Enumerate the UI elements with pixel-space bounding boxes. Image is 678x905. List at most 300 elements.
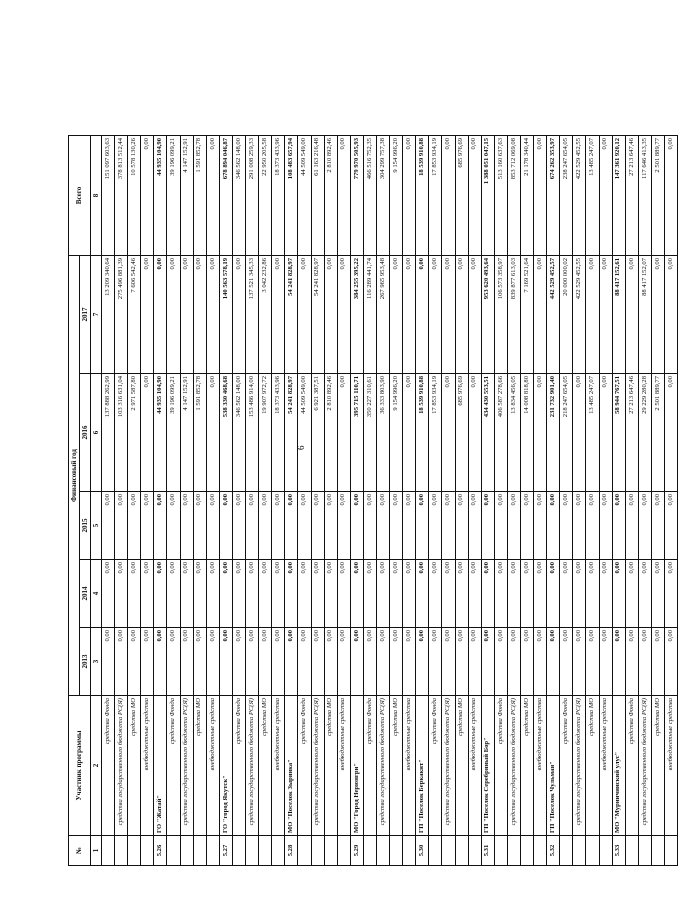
value-cell: 0,00 xyxy=(586,628,599,696)
fin-year-header: Финансовый год xyxy=(69,255,80,695)
value-cell: 0,00 xyxy=(651,255,664,373)
value-cell: 0,00 xyxy=(599,628,612,696)
row-number xyxy=(599,836,612,866)
row-label: средства МО xyxy=(259,696,272,836)
municipality-row xyxy=(547,135,560,865)
value-cell: 0,00 xyxy=(363,628,376,696)
row-number xyxy=(324,836,337,866)
table-row xyxy=(521,135,534,865)
row-number xyxy=(259,836,272,866)
value-cell: 0,00 xyxy=(324,628,337,696)
value-cell: 0,00 xyxy=(390,255,403,373)
value-cell: 0,00 xyxy=(206,628,219,696)
row-number xyxy=(494,836,507,866)
value-cell: 27 213 647,46 xyxy=(625,374,638,492)
row-number xyxy=(468,836,481,866)
value-cell: 0,00 xyxy=(599,492,612,560)
value-cell: 0,00 xyxy=(468,560,481,628)
value-cell: 0,00 xyxy=(337,255,350,373)
year-header: 2015 xyxy=(80,492,91,560)
row-number xyxy=(534,836,547,866)
funding-table xyxy=(68,135,678,866)
table-row xyxy=(272,135,285,865)
value-cell: 0,00 xyxy=(442,560,455,628)
value-cell: 0,00 xyxy=(180,628,193,696)
value-cell: 17 853 934,19 xyxy=(429,374,442,492)
total-cell: 291 008 259,33 xyxy=(246,135,259,255)
value-cell: 13 834 456,05 xyxy=(507,374,520,492)
value-cell: 0,00 xyxy=(141,255,154,373)
value-cell: 0,00 xyxy=(298,628,311,696)
row-number xyxy=(363,836,376,866)
total-cell: 4 147 152,91 xyxy=(180,135,193,255)
value-cell: 0,00 xyxy=(232,560,245,628)
value-cell: 0,00 xyxy=(154,560,167,628)
value-cell: 0,00 xyxy=(285,628,298,696)
total-cell: 44 935 104,90 xyxy=(154,135,167,255)
row-label: внебюджетные средства xyxy=(665,696,678,836)
table-row xyxy=(259,135,272,865)
row-number xyxy=(102,836,115,866)
value-cell: 0,00 xyxy=(494,492,507,560)
value-cell: 0,00 xyxy=(206,374,219,492)
value-cell: 0,00 xyxy=(272,628,285,696)
col-total-header: Всего xyxy=(69,135,91,255)
table-row xyxy=(390,135,403,865)
value-cell: 54 241 828,97 xyxy=(311,255,324,373)
value-cell: 442 529 452,57 xyxy=(547,255,560,373)
total-cell: 0,00 xyxy=(141,135,154,255)
table-row xyxy=(128,135,141,865)
value-cell: 0,00 xyxy=(534,628,547,696)
total-cell: 0,00 xyxy=(206,135,219,255)
value-cell: 0,00 xyxy=(665,255,678,373)
value-cell: 0,00 xyxy=(416,560,429,628)
value-cell: 0,00 xyxy=(376,628,389,696)
value-cell: 0,00 xyxy=(416,492,429,560)
value-cell: 18 373 433,96 xyxy=(272,374,285,492)
total-cell: 678 894 046,87 xyxy=(219,135,232,255)
value-cell: 0,00 xyxy=(638,492,651,560)
table-row xyxy=(311,135,324,865)
value-cell: 0,00 xyxy=(625,255,638,373)
row-label: средства государственного бюджета РС(Я) xyxy=(507,696,520,836)
value-cell: 0,00 xyxy=(573,374,586,492)
value-cell: 7 606 542,46 xyxy=(128,255,141,373)
total-cell: 18 539 910,88 xyxy=(416,135,429,255)
value-cell: 0,00 xyxy=(481,560,494,628)
col-index: 8 xyxy=(91,135,102,255)
value-cell: 0,00 xyxy=(219,492,232,560)
value-cell: 0,00 xyxy=(468,492,481,560)
value-cell: 0,00 xyxy=(665,374,678,492)
total-cell: 39 196 099,21 xyxy=(167,135,180,255)
row-number: 5.28 xyxy=(285,836,298,866)
value-cell: 0,00 xyxy=(468,628,481,696)
value-cell: 54 241 828,97 xyxy=(285,255,298,373)
row-number xyxy=(193,836,206,866)
row-label: МО "Город Нерюнгри" xyxy=(350,696,363,836)
municipality-row xyxy=(612,135,625,865)
col-index: 6 xyxy=(91,374,102,492)
value-cell: 538 330 468,68 xyxy=(219,374,232,492)
value-cell: 0,00 xyxy=(246,628,259,696)
row-label: средства государственного бюджета РС(Я) xyxy=(573,696,586,836)
row-label: внебюджетные средства xyxy=(403,696,416,836)
value-cell: 0,00 xyxy=(455,628,468,696)
row-number xyxy=(298,836,311,866)
table-row xyxy=(665,135,678,865)
value-cell: 0,00 xyxy=(337,628,350,696)
row-number xyxy=(560,836,573,866)
total-cell: 117 646 413,35 xyxy=(638,135,651,255)
value-cell: 0,00 xyxy=(625,560,638,628)
value-cell: 0,00 xyxy=(403,374,416,492)
table-row xyxy=(298,135,311,865)
value-cell: 0,00 xyxy=(337,374,350,492)
value-cell: 0,00 xyxy=(324,255,337,373)
row-label: средства государственного бюджета РС(Я) xyxy=(246,696,259,836)
value-cell: 0,00 xyxy=(429,492,442,560)
value-cell: 0,00 xyxy=(651,560,664,628)
total-cell: 0,00 xyxy=(442,135,455,255)
value-cell: 0,00 xyxy=(547,560,560,628)
row-number xyxy=(337,836,350,866)
row-label: ГП "Поселок Чульман" xyxy=(547,696,560,836)
row-number xyxy=(521,836,534,866)
total-cell: 27 213 647,46 xyxy=(625,135,638,255)
total-cell: 151 097 603,63 xyxy=(102,135,115,255)
row-number: 5.26 xyxy=(154,836,167,866)
row-number: 5.32 xyxy=(547,836,560,866)
value-cell: 0,00 xyxy=(141,560,154,628)
row-label: средства Фонда xyxy=(625,696,638,836)
value-cell: 0,00 xyxy=(272,560,285,628)
value-cell: 0,00 xyxy=(455,492,468,560)
total-cell: 44 509 549,00 xyxy=(298,135,311,255)
row-label: средства МО xyxy=(651,696,664,836)
total-cell: 674 262 353,97 xyxy=(547,135,560,255)
value-cell: 0,00 xyxy=(429,560,442,628)
row-number xyxy=(128,836,141,866)
value-cell: 384 255 395,22 xyxy=(350,255,363,373)
value-cell: 0,00 xyxy=(665,492,678,560)
row-label: средства государственного бюджета РС(Я) xyxy=(442,696,455,836)
row-number xyxy=(246,836,259,866)
total-cell: 685 976,69 xyxy=(455,135,468,255)
value-cell: 0,00 xyxy=(586,560,599,628)
value-cell: 1 591 852,78 xyxy=(193,374,206,492)
value-cell: 0,00 xyxy=(507,560,520,628)
row-label: средства МО xyxy=(390,696,403,836)
value-cell: 0,00 xyxy=(193,628,206,696)
value-cell: 0,00 xyxy=(102,560,115,628)
value-cell: 0,00 xyxy=(102,628,115,696)
value-cell: 140 563 578,19 xyxy=(219,255,232,373)
row-label: МО "Поселок Зырянка" xyxy=(285,696,298,836)
value-cell: 0,00 xyxy=(363,560,376,628)
total-cell: 22 950 205,58 xyxy=(259,135,272,255)
value-cell: 0,00 xyxy=(154,492,167,560)
total-cell: 9 154 996,20 xyxy=(390,135,403,255)
row-label: средства МО xyxy=(455,696,468,836)
row-number xyxy=(586,836,599,866)
row-label: МО "Мурничинский улус" xyxy=(612,696,625,836)
value-cell: 0,00 xyxy=(350,628,363,696)
value-cell: 2 810 892,46 xyxy=(324,374,337,492)
table-body xyxy=(102,135,678,865)
row-label: средства Фонда xyxy=(363,696,376,836)
value-cell: 0,00 xyxy=(154,255,167,373)
total-cell: 513 160 637,63 xyxy=(494,135,507,255)
total-cell: 0,00 xyxy=(665,135,678,255)
value-cell: 0,00 xyxy=(311,492,324,560)
table-row xyxy=(141,135,154,865)
value-cell: 267 965 953,48 xyxy=(376,255,389,373)
municipality-row xyxy=(285,135,298,865)
value-cell: 36 333 803,90 xyxy=(376,374,389,492)
table-row xyxy=(625,135,638,865)
row-label: внебюджетные средства xyxy=(272,696,285,836)
value-cell: 29 229 280,28 xyxy=(638,374,651,492)
value-cell: 0,00 xyxy=(128,492,141,560)
value-cell: 422 529 452,55 xyxy=(573,255,586,373)
row-label: ГО "Жатай" xyxy=(154,696,167,836)
row-label: средства государственного бюджета РС(Я) xyxy=(180,696,193,836)
value-cell: 0,00 xyxy=(311,560,324,628)
value-cell: 2 501 889,77 xyxy=(651,374,664,492)
value-cell: 0,00 xyxy=(259,492,272,560)
value-cell: 44 935 104,90 xyxy=(154,374,167,492)
rotated-table-page xyxy=(68,136,674,866)
row-label: ГО "город Якутск" xyxy=(219,696,232,836)
row-number xyxy=(232,836,245,866)
table-row xyxy=(638,135,651,865)
value-cell: 88 417 152,61 xyxy=(612,255,625,373)
value-cell: 0,00 xyxy=(534,374,547,492)
row-number xyxy=(573,836,586,866)
table-row xyxy=(180,135,193,865)
value-cell: 0,00 xyxy=(193,492,206,560)
total-cell: 13 485 247,07 xyxy=(586,135,599,255)
row-number xyxy=(429,836,442,866)
value-cell: 13 485 247,07 xyxy=(586,374,599,492)
value-cell: 0,00 xyxy=(311,628,324,696)
value-cell: 0,00 xyxy=(167,492,180,560)
value-cell: 4 147 152,91 xyxy=(180,374,193,492)
value-cell: 0,00 xyxy=(298,255,311,373)
value-cell: 0,00 xyxy=(494,560,507,628)
value-cell: 0,00 xyxy=(625,628,638,696)
value-cell: 0,00 xyxy=(141,374,154,492)
value-cell: 0,00 xyxy=(259,560,272,628)
value-cell: 0,00 xyxy=(560,492,573,560)
col-index: 5 xyxy=(91,492,102,560)
value-cell: 434 430 553,51 xyxy=(481,374,494,492)
value-cell: 0,00 xyxy=(232,628,245,696)
row-label: средства МО xyxy=(193,696,206,836)
value-cell: 275 496 881,39 xyxy=(115,255,128,373)
value-cell: 0,00 xyxy=(455,255,468,373)
table-row xyxy=(363,135,376,865)
value-cell: 106 573 358,97 xyxy=(494,255,507,373)
row-label: средства Фонда xyxy=(429,696,442,836)
year-header: 2013 xyxy=(80,628,91,696)
value-cell: 0,00 xyxy=(376,560,389,628)
row-number xyxy=(403,836,416,866)
table-row xyxy=(599,135,612,865)
year-header: 2017 xyxy=(80,255,91,373)
table-row xyxy=(193,135,206,865)
total-cell: 21 178 340,44 xyxy=(521,135,534,255)
table-row xyxy=(507,135,520,865)
value-cell: 0,00 xyxy=(521,492,534,560)
table-row xyxy=(246,135,259,865)
total-cell: 2 810 892,46 xyxy=(324,135,337,255)
row-number: 5.33 xyxy=(612,836,625,866)
value-cell: 0,00 xyxy=(612,628,625,696)
value-cell: 0,00 xyxy=(350,560,363,628)
row-number: 5.31 xyxy=(481,836,494,866)
table-row xyxy=(403,135,416,865)
value-cell: 0,00 xyxy=(115,560,128,628)
row-label: средства Фонда xyxy=(102,696,115,836)
value-cell: 0,00 xyxy=(115,492,128,560)
row-number xyxy=(638,836,651,866)
municipality-row xyxy=(416,135,429,865)
table-row xyxy=(167,135,180,865)
table-row xyxy=(102,135,115,865)
value-cell: 0,00 xyxy=(272,492,285,560)
table-row xyxy=(468,135,481,865)
value-cell: 54 241 828,97 xyxy=(285,374,298,492)
table-row xyxy=(337,135,350,865)
total-cell: 779 970 505,93 xyxy=(350,135,363,255)
value-cell: 13 209 340,64 xyxy=(102,255,115,373)
col-index: 2 xyxy=(91,696,102,836)
value-cell: 395 715 110,71 xyxy=(350,374,363,492)
value-cell: 14 008 818,80 xyxy=(521,374,534,492)
row-number xyxy=(625,836,638,866)
value-cell: 0,00 xyxy=(599,560,612,628)
table-row xyxy=(429,135,442,865)
value-cell: 44 509 549,00 xyxy=(298,374,311,492)
row-label: ГП "Поселок Беркакит" xyxy=(416,696,429,836)
value-cell: 39 196 099,21 xyxy=(167,374,180,492)
value-cell: 0,00 xyxy=(494,628,507,696)
value-cell: 7 169 521,64 xyxy=(521,255,534,373)
value-cell: 0,00 xyxy=(285,560,298,628)
table-row xyxy=(232,135,245,865)
value-cell: 0,00 xyxy=(429,255,442,373)
row-number xyxy=(390,836,403,866)
value-cell: 0,00 xyxy=(167,560,180,628)
row-label: средства Фонда xyxy=(494,696,507,836)
value-cell: 0,00 xyxy=(128,628,141,696)
row-label: средства Фонда xyxy=(298,696,311,836)
row-label: средства государственного бюджета РС(Я) xyxy=(311,696,324,836)
value-cell: 0,00 xyxy=(665,560,678,628)
value-cell: 0,00 xyxy=(416,255,429,373)
total-cell: 10 578 130,26 xyxy=(128,135,141,255)
value-cell: 0,00 xyxy=(521,628,534,696)
total-cell: 147 361 920,12 xyxy=(612,135,625,255)
row-number xyxy=(115,836,128,866)
value-cell: 0,00 xyxy=(403,255,416,373)
value-cell: 0,00 xyxy=(167,628,180,696)
total-cell: 238 247 654,05 xyxy=(560,135,573,255)
value-cell: 0,00 xyxy=(586,255,599,373)
value-cell: 0,00 xyxy=(547,628,560,696)
row-label: средства МО xyxy=(324,696,337,836)
value-cell: 0,00 xyxy=(586,492,599,560)
row-number xyxy=(311,836,324,866)
row-number xyxy=(141,836,154,866)
total-cell: 304 299 757,38 xyxy=(376,135,389,255)
col-index: 3 xyxy=(91,628,102,696)
value-cell: 0,00 xyxy=(665,628,678,696)
table-row xyxy=(651,135,664,865)
value-cell: 0,00 xyxy=(259,628,272,696)
value-cell: 0,00 xyxy=(599,374,612,492)
total-cell: 0,00 xyxy=(337,135,350,255)
value-cell: 0,00 xyxy=(481,628,494,696)
value-cell: 0,00 xyxy=(651,492,664,560)
table-row xyxy=(115,135,128,865)
municipality-row xyxy=(481,135,494,865)
value-cell: 0,00 xyxy=(638,560,651,628)
value-cell: 0,00 xyxy=(115,628,128,696)
table-row xyxy=(206,135,219,865)
col-index: 1 xyxy=(91,836,102,866)
row-label: внебюджетные средства xyxy=(141,696,154,836)
row-label: средства Фонда xyxy=(167,696,180,836)
row-number: 5.30 xyxy=(416,836,429,866)
value-cell: 350 227 310,61 xyxy=(363,374,376,492)
value-cell: 346 562 148,00 xyxy=(232,374,245,492)
value-cell: 88 417 152,07 xyxy=(638,255,651,373)
value-cell: 0,00 xyxy=(429,628,442,696)
table-row xyxy=(560,135,573,865)
row-label: средства государственного бюджета РС(Я) xyxy=(638,696,651,836)
row-label: внебюджетные средства xyxy=(206,696,219,836)
value-cell: 0,00 xyxy=(416,628,429,696)
value-cell: 0,00 xyxy=(337,492,350,560)
total-cell: 1 591 852,78 xyxy=(193,135,206,255)
value-cell: 0,00 xyxy=(193,560,206,628)
row-label: средства МО xyxy=(586,696,599,836)
value-cell: 0,00 xyxy=(573,560,586,628)
row-number xyxy=(442,836,455,866)
table-row xyxy=(494,135,507,865)
row-number xyxy=(206,836,219,866)
row-label: ГП "Поселок Серебряный Бор" xyxy=(481,696,494,836)
value-cell: 0,00 xyxy=(180,492,193,560)
row-number xyxy=(651,836,664,866)
value-cell: 0,00 xyxy=(560,628,573,696)
row-label: средства Фонда xyxy=(560,696,573,836)
row-number: 5.27 xyxy=(219,836,232,866)
value-cell: 953 620 493,64 xyxy=(481,255,494,373)
row-number xyxy=(376,836,389,866)
value-cell: 0,00 xyxy=(468,374,481,492)
value-cell: 0,00 xyxy=(363,492,376,560)
value-cell: 0,00 xyxy=(167,255,180,373)
value-cell: 137 888 262,99 xyxy=(102,374,115,492)
total-cell: 17 853 934,19 xyxy=(429,135,442,255)
col-no-header: № xyxy=(69,836,91,866)
row-number xyxy=(507,836,520,866)
